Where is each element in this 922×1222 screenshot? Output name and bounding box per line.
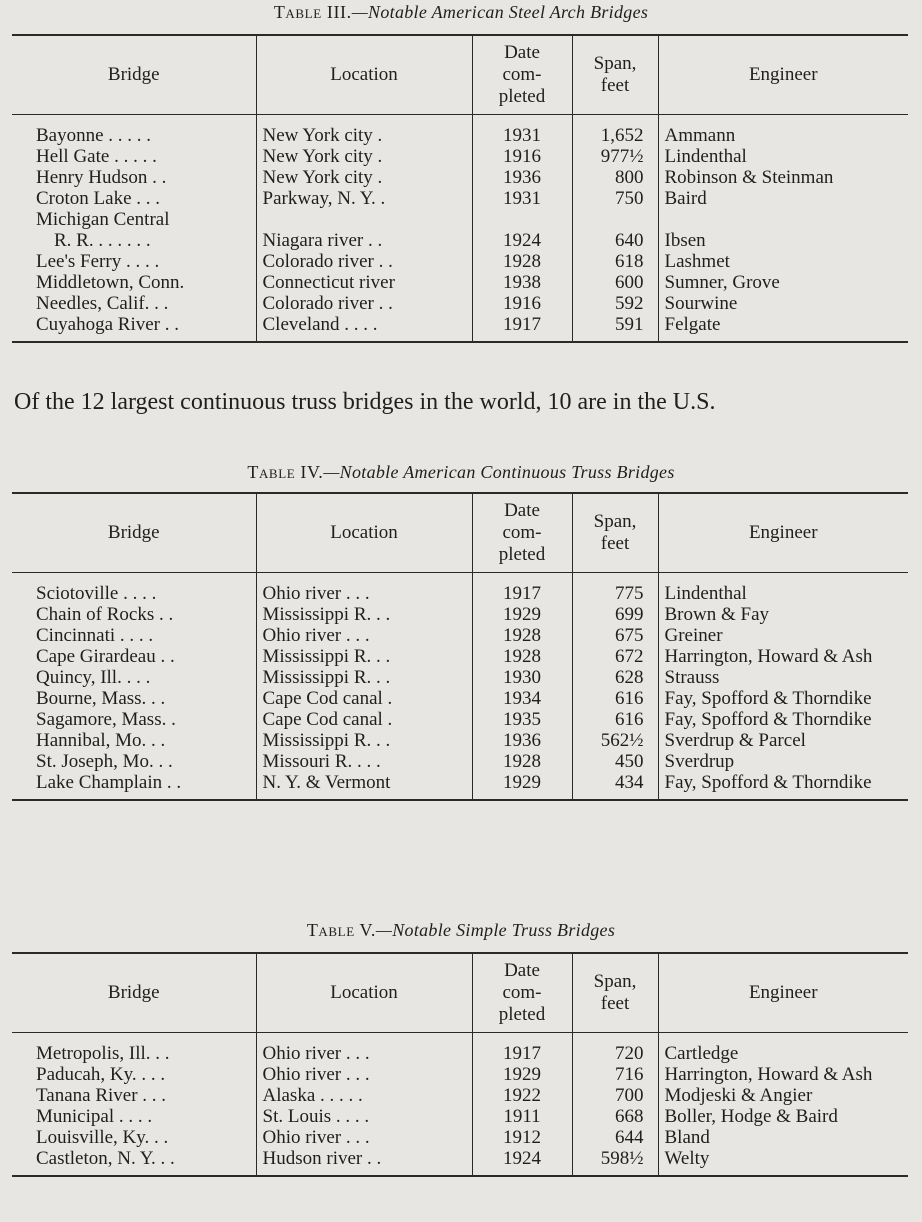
cell-bridge: Sciotoville . . . . [36,583,157,604]
table-row [12,1127,908,1148]
cell-location: St. Louis . . . . [256,1106,472,1127]
cell-engineer: Felgate [658,314,908,342]
cell-engineer: Sourwine [658,293,908,314]
cell-location: Mississippi R. . . [256,730,472,751]
cell-bridge: Louisville, Ky. . . [36,1127,169,1148]
table-row [12,667,908,688]
cell-date: 1928 [472,751,572,772]
cell-location: Ohio river . . . [256,1033,472,1065]
cell-bridge: Castleton, N. Y. . . [36,1148,175,1169]
table3-header-bridge: Bridge [12,35,256,115]
table3 [12,34,908,343]
cell-engineer: Harrington, Howard & Ash [658,1064,908,1085]
table3-title: —Notable American Steel Arch Bridges [351,2,649,22]
cell-engineer: Welty [658,1148,908,1176]
cell-span: 700 [572,1085,658,1106]
cell-engineer: Bland [658,1127,908,1148]
table3-header-date: Date com- pleted [472,35,572,115]
cell-span: 616 [572,709,658,730]
cell-engineer: Robinson & Steinman [658,167,908,188]
table-row [12,751,908,772]
cell-engineer: Greiner [658,625,908,646]
cell-location: Hudson river . . [256,1148,472,1176]
cell-location: Cape Cod canal . [256,709,472,730]
table-row [12,730,908,751]
table4-header-bridge: Bridge [12,493,256,573]
cell-bridge: St. Joseph, Mo. . . [36,751,173,772]
cell-location: Ohio river . . . [256,1064,472,1085]
cell-engineer: Ammann [658,115,908,147]
table-row [12,772,908,800]
cell-location: Mississippi R. . . [256,604,472,625]
cell-bridge: Lee's Ferry . . . . [36,251,160,272]
cell-engineer: Sverdrup & Parcel [658,730,908,751]
cell-bridge: Cape Girardeau . . [36,646,175,667]
cell-bridge: Croton Lake . . . [36,188,161,209]
cell-span: 618 [572,251,658,272]
cell-span: 616 [572,688,658,709]
cell-bridge: Lake Champlain . . [36,772,182,793]
cell-location: Ohio river . . . [256,1127,472,1148]
cell-location: New York city . [256,115,472,147]
table-row [12,293,908,314]
cell-engineer: Cartledge [658,1033,908,1065]
cell-date: 1924 [472,209,572,251]
table-row [12,1064,908,1085]
table-row [12,272,908,293]
cell-engineer: Baird [658,188,908,209]
cell-span: 628 [572,667,658,688]
cell-bridge: Sagamore, Mass. . [36,709,176,730]
table5-header-engineer: Engineer [658,953,908,1033]
table4-header-span: Span, feet [572,493,658,573]
cell-engineer: Fay, Spofford & Thorndike [658,688,908,709]
table3-header-engineer: Engineer [658,35,908,115]
cell-location: Alaska . . . . . [256,1085,472,1106]
cell-span: 699 [572,604,658,625]
table-row [12,573,908,605]
cell-date: 1922 [472,1085,572,1106]
cell-location: Ohio river . . . [256,625,472,646]
table-row [12,625,908,646]
cell-span: 434 [572,772,658,800]
table3-label: Table III. [273,2,352,22]
cell-location: Ohio river . . . [256,573,472,605]
table5-header-bridge: Bridge [12,953,256,1033]
cell-location: Niagara river . . [256,209,472,251]
cell-location: New York city . [256,167,472,188]
cell-span: 562½ [572,730,658,751]
cell-date: 1931 [472,188,572,209]
cell-span: 668 [572,1106,658,1127]
cell-date: 1916 [472,293,572,314]
table3-header-span: Span, feet [572,35,658,115]
cell-location: Colorado river . . [256,293,472,314]
cell-bridge: Middletown, Conn. [36,272,185,293]
table5-header-span: Span, feet [572,953,658,1033]
cell-span: 598½ [572,1148,658,1176]
cell-bridge: Needles, Calif. . . [36,293,169,314]
cell-date: 1911 [472,1106,572,1127]
cell-location: Cape Cod canal . [256,688,472,709]
cell-span: 640 [572,209,658,251]
cell-location: Mississippi R. . . [256,646,472,667]
table-row [12,709,908,730]
table4-label: Table IV. [247,462,324,482]
cell-date: 1936 [472,167,572,188]
table-row [12,1085,908,1106]
cell-span: 592 [572,293,658,314]
table4-header-date: Date com- pleted [472,493,572,573]
cell-date: 1929 [472,604,572,625]
cell-bridge: Municipal . . . . [36,1106,153,1127]
table3-header-location: Location [256,35,472,115]
cell-engineer: Lashmet [658,251,908,272]
cell-bridge: Hell Gate . . . . . [36,146,157,167]
table-row [12,115,908,147]
cell-bridge: Cuyahoga River . . [36,314,180,335]
cell-date: 1928 [472,625,572,646]
cell-engineer: Brown & Fay [658,604,908,625]
cell-span: 977½ [572,146,658,167]
cell-bridge: Hannibal, Mo. . . [36,730,166,751]
table5-label: Table V. [306,920,376,940]
cell-span: 800 [572,167,658,188]
cell-bridge: Chain of Rocks . . [36,604,174,625]
table-row [12,146,908,167]
cell-span: 450 [572,751,658,772]
cell-engineer: Harrington, Howard & Ash [658,646,908,667]
table4-header-location: Location [256,493,472,573]
cell-engineer: Sverdrup [658,751,908,772]
cell-engineer: Ibsen [658,209,908,251]
table4 [12,492,908,801]
cell-date: 1929 [472,772,572,800]
cell-engineer: Modjeski & Angier [658,1085,908,1106]
cell-date: 1917 [472,1033,572,1065]
cell-date: 1929 [472,1064,572,1085]
cell-bridge: Henry Hudson . . [36,167,167,188]
cell-date: 1930 [472,667,572,688]
cell-bridge: Cincinnati . . . . [36,625,154,646]
cell-date: 1924 [472,1148,572,1176]
cell-date: 1938 [472,272,572,293]
cell-engineer: Lindenthal [658,146,908,167]
table-row [12,646,908,667]
cell-location: New York city . [256,146,472,167]
cell-date: 1928 [472,646,572,667]
table-row [12,251,908,272]
cell-date: 1916 [472,146,572,167]
body-paragraph: Of the 12 largest continuous truss bridges in the world, 10 are in the U.S. [14,389,716,415]
table-row [12,604,908,625]
cell-location: Colorado river . . [256,251,472,272]
cell-location: Connecticut river [256,272,472,293]
cell-bridge: Paducah, Ky. . . . [36,1064,166,1085]
cell-bridge: Quincy, Ill. . . . [36,667,151,688]
cell-span: 600 [572,272,658,293]
cell-span: 716 [572,1064,658,1085]
table-row [12,1033,908,1065]
cell-location: Missouri R. . . . [256,751,472,772]
table3-header-row [12,35,908,115]
table-row [12,1106,908,1127]
cell-span: 750 [572,188,658,209]
table-row [12,314,908,342]
cell-span: 775 [572,573,658,605]
table4-caption [0,462,922,483]
cell-bridge: Bayonne . . . . . [36,125,152,146]
table-row [12,1148,908,1176]
table-row [12,688,908,709]
cell-span: 675 [572,625,658,646]
table4-header-engineer: Engineer [658,493,908,573]
table4-header-row [12,493,908,573]
cell-location: Parkway, N. Y. . [256,188,472,209]
cell-span: 644 [572,1127,658,1148]
cell-location: N. Y. & Vermont [256,772,472,800]
cell-engineer: Sumner, Grove [658,272,908,293]
cell-location: Cleveland . . . . [256,314,472,342]
cell-span: 1,652 [572,115,658,147]
cell-date: 1912 [472,1127,572,1148]
cell-engineer: Strauss [658,667,908,688]
table3-caption [0,2,922,23]
cell-bridge: Michigan Central R. R. . . . . . . [36,209,170,251]
cell-engineer: Fay, Spofford & Thorndike [658,709,908,730]
table4-title: —Notable American Continuous Truss Bridges [323,462,675,482]
cell-engineer: Fay, Spofford & Thorndike [658,772,908,800]
cell-date: 1928 [472,251,572,272]
cell-span: 720 [572,1033,658,1065]
table5-header-location: Location [256,953,472,1033]
table-row [12,188,908,209]
table5-header-row [12,953,908,1033]
table5-title: —Notable Simple Truss Bridges [375,920,616,940]
cell-date: 1934 [472,688,572,709]
table5 [12,952,908,1177]
cell-date: 1935 [472,709,572,730]
table5-header-date: Date com- pleted [472,953,572,1033]
table-row [12,209,908,251]
cell-date: 1917 [472,573,572,605]
cell-date: 1931 [472,115,572,147]
table5-caption [0,920,922,941]
cell-bridge: Tanana River . . . [36,1085,167,1106]
cell-location: Mississippi R. . . [256,667,472,688]
cell-span: 591 [572,314,658,342]
cell-engineer: Boller, Hodge & Baird [658,1106,908,1127]
cell-bridge: Bourne, Mass. . . [36,688,166,709]
cell-engineer: Lindenthal [658,573,908,605]
table-row [12,167,908,188]
cell-date: 1917 [472,314,572,342]
cell-date: 1936 [472,730,572,751]
cell-bridge: Metropolis, Ill. . . [36,1043,170,1064]
cell-span: 672 [572,646,658,667]
